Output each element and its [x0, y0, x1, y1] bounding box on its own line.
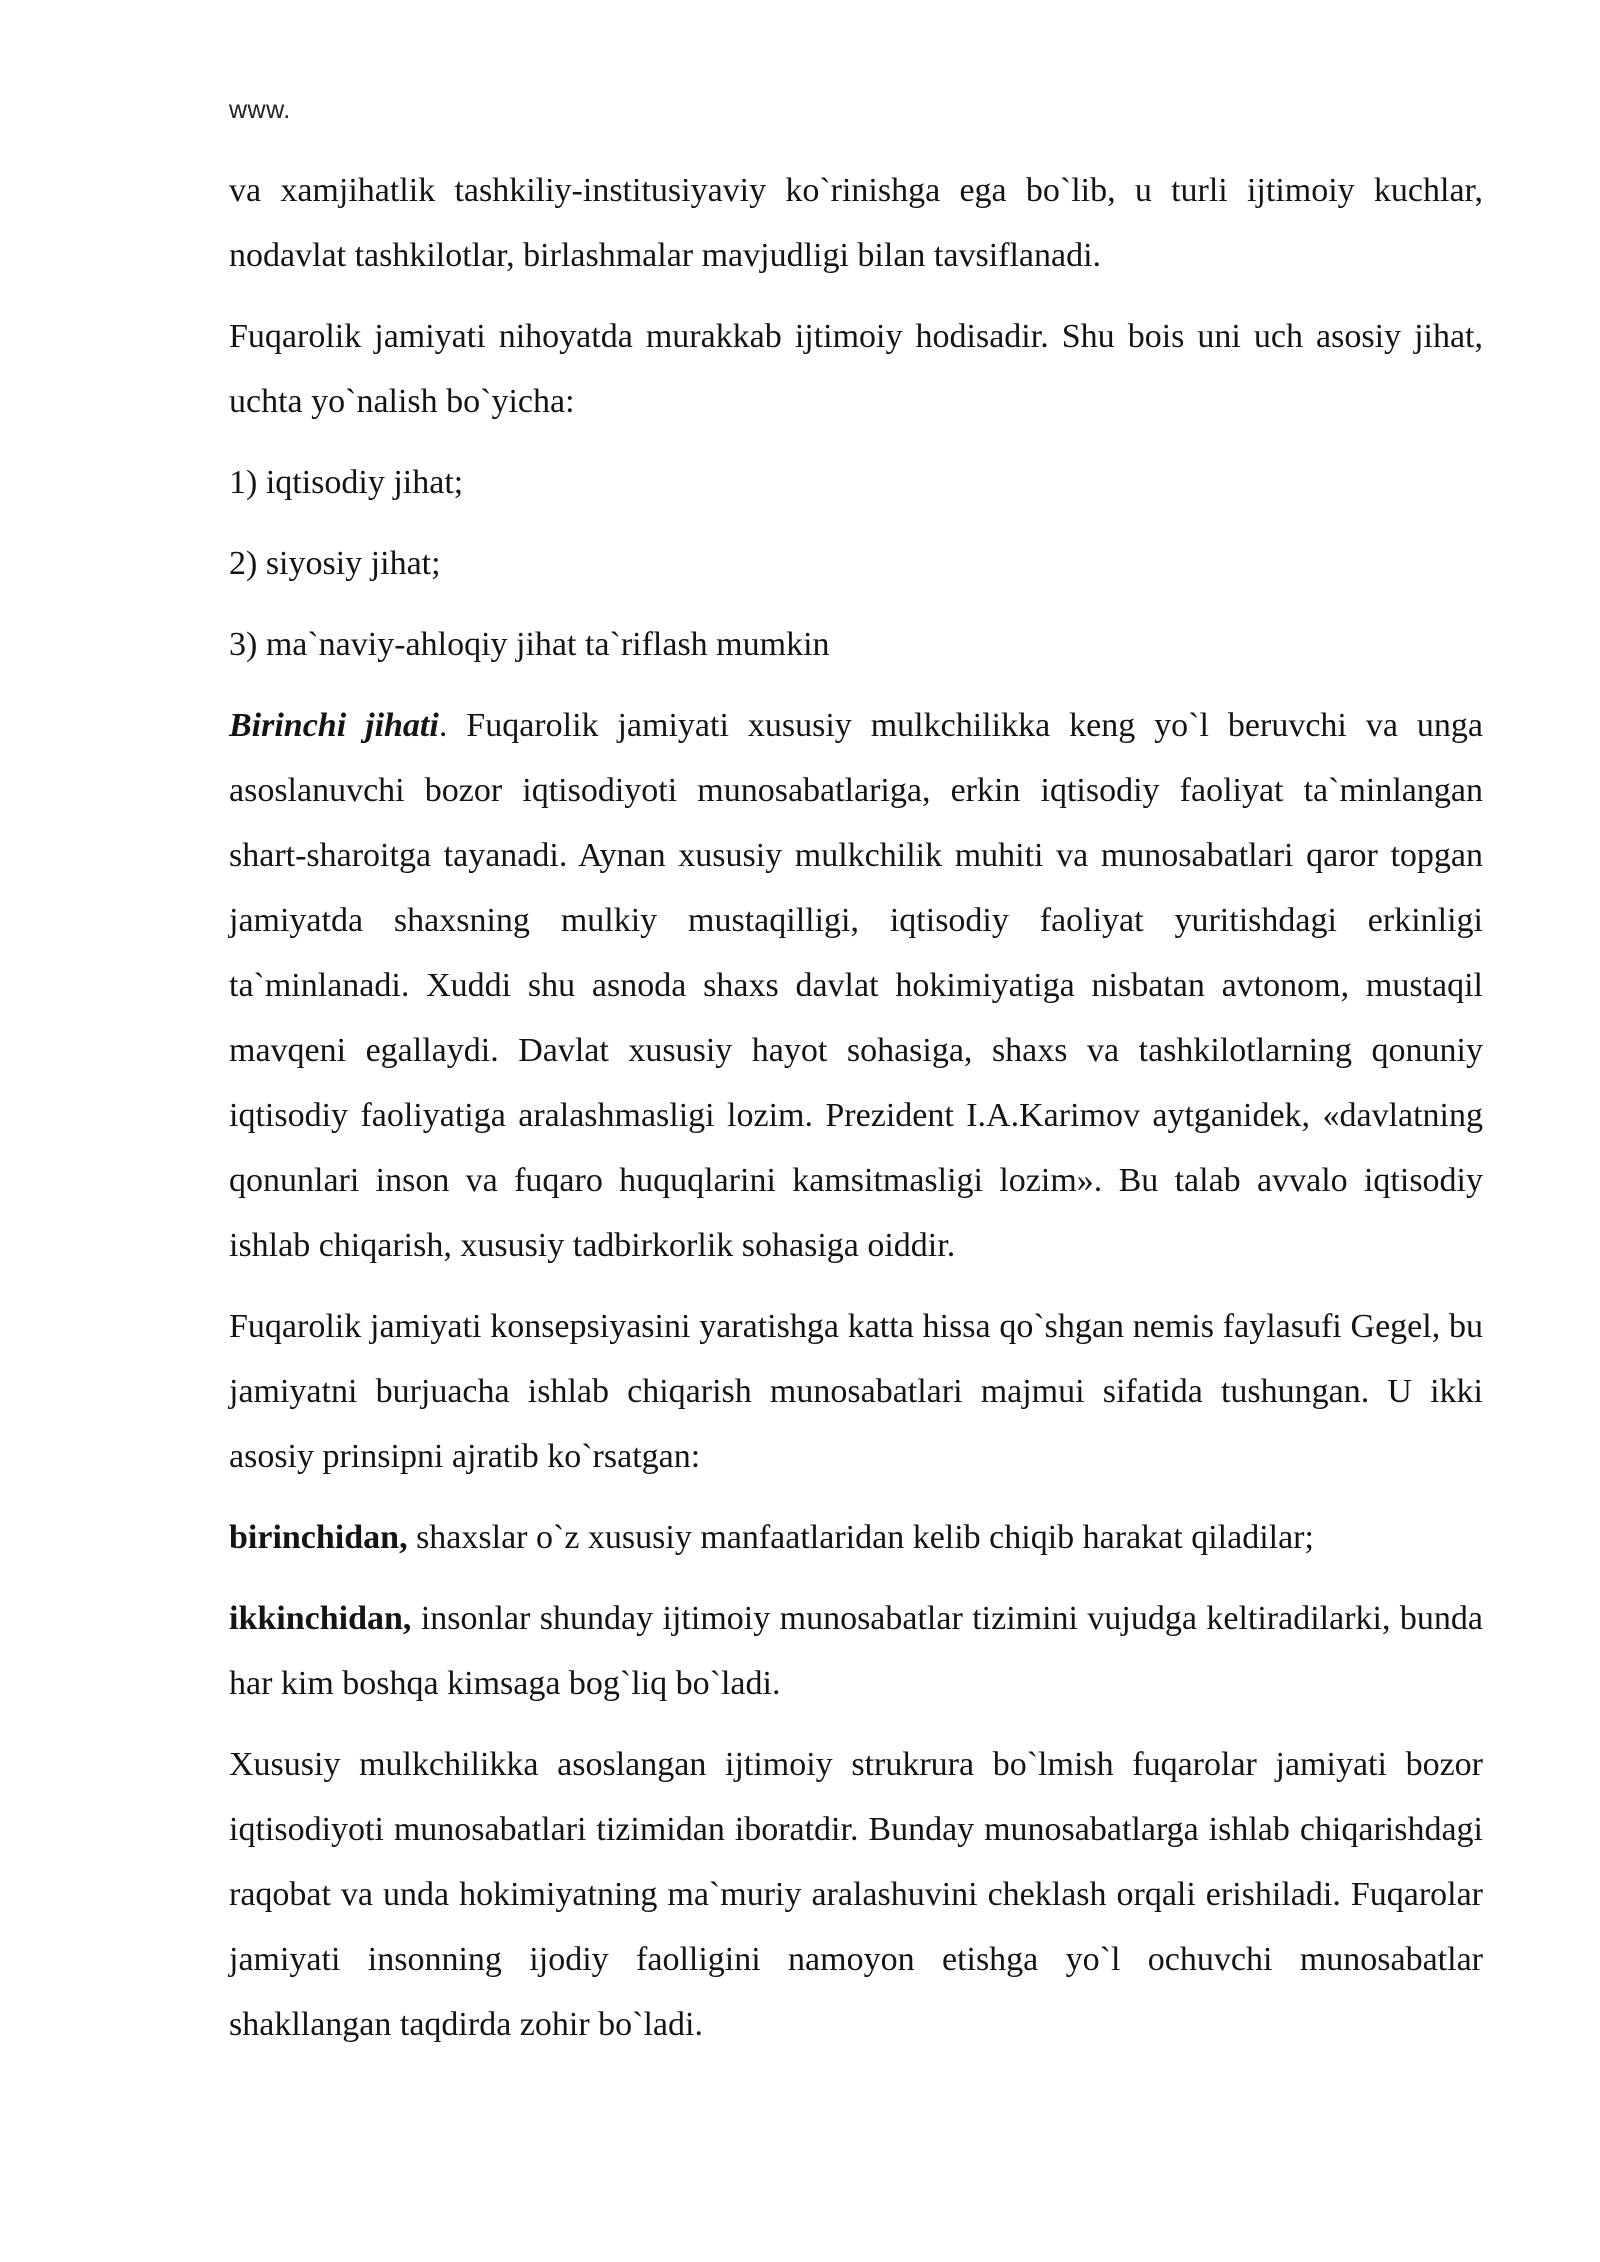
paragraph-4: Fuqarolik jamiyati konsepsiyasini yaratishga katta hissa qo`shgan nemis faylasufi Gegel, bu jamiyatni burjuacha ishlab chiqarish munosabatlari majmui sifatida tushungan. U ikki asosiy prinsipni ajratib ko`rsatgan: [229, 1308, 1483, 1475]
paragraph-3-text: . Fuqarolik jamiyati xususiy mulkchilikka keng yo`l beruvchi va unga asoslanuvchi bozor iqtisodiyoti munosabatlariga, erkin iqtisodiy faoliyat ta`minlangan shart-sharoitga tayanadi. Aynan xususiy mulkchilik muhiti va munosabatlari qaror topgan jamiyatda shaxsning mulkiy mustaqilligi, iqtisodiy faoliyat yuritishdagi erkinligi ta`minlanadi. Xuddi shu asnoda shaxs davlat hokimiyatiga nisbatan avtonom, mustaqil mavqeni egallaydi. Davlat xususiy hayot sohasiga, shaxs va tashkilotlarning qonuniy iqtisodiy faoliyatiga aralashmasligi lozim. Prezident I.A.Karimov aytganidek, «davlatning qonunlari inson va fuqaro huquqlarini kamsitmasligi lozim». Bu talab avvalo iqtisodiy ishlab chiqarish, xususiy tadbirkorlik sohasiga oiddir. [229, 707, 1483, 1264]
paragraph-7: Xususiy mulkchilikka asoslangan ijtimoiy strukrura bo`lmish fuqarolar jamiyati bozor iqtisodiyoti munosabatlari tizimidan iboratdir. Bunday munosabatlarga ishlab chiqarishdagi raqobat va unda hokimiyatning ma`muriy aralashuvini cheklash orqali erishiladi. Fuqarolar jamiyati insonning ijodiy faolligini namoyon etishga yo`l ochuvchi munosabatlar shakllangan taqdirda zohir bo`ladi. [229, 1746, 1483, 2043]
list-item-1: 1) iqtisodiy jihat; [229, 464, 464, 501]
paragraph-5-text: shaxslar o`z xususiy manfaatlaridan kelib chiqib harakat qiladilar; [407, 1519, 1314, 1556]
paragraph-2: Fuqarolik jamiyati nihoyatda murakkab ijtimoiy hodisadir. Shu bois uni uch asosiy jihat, uchta yo`nalish bo`yicha: [229, 318, 1483, 420]
paragraph-5 [229, 1505, 1483, 1570]
paragraph-6-lead: ikkinchidan, [229, 1600, 412, 1637]
list-item-2: 2) siyosiy jihat; [229, 545, 441, 582]
paragraph-3-lead: Birinchi jihati [229, 707, 439, 744]
paragraph-6 [229, 1586, 1483, 1716]
document-body [229, 158, 1483, 2073]
paragraph-1: va xamjihatlik tashkiliy-institusiyaviy ko`rinishga ega bo`lib, u turli ijtimoiy kuchlar, nodavlat tashkilotlar, birlashmalar mavjudligi bilan tavsiflanadi. [229, 172, 1483, 274]
paragraph-5-lead: birinchidan, [229, 1519, 408, 1556]
paragraph-6-text: insonlar shunday ijtimoiy munosabatlar tizimini vujudga keltiradilarki, bunda har kim boshqa kimsaga bog`liq bo`ladi. [229, 1600, 1483, 1702]
paragraph-3 [229, 693, 1483, 1278]
list-item-3: 3) ma`naviy-ahloqiy jihat ta`riflash mumkin [229, 626, 830, 663]
header-url: www. [229, 96, 291, 124]
